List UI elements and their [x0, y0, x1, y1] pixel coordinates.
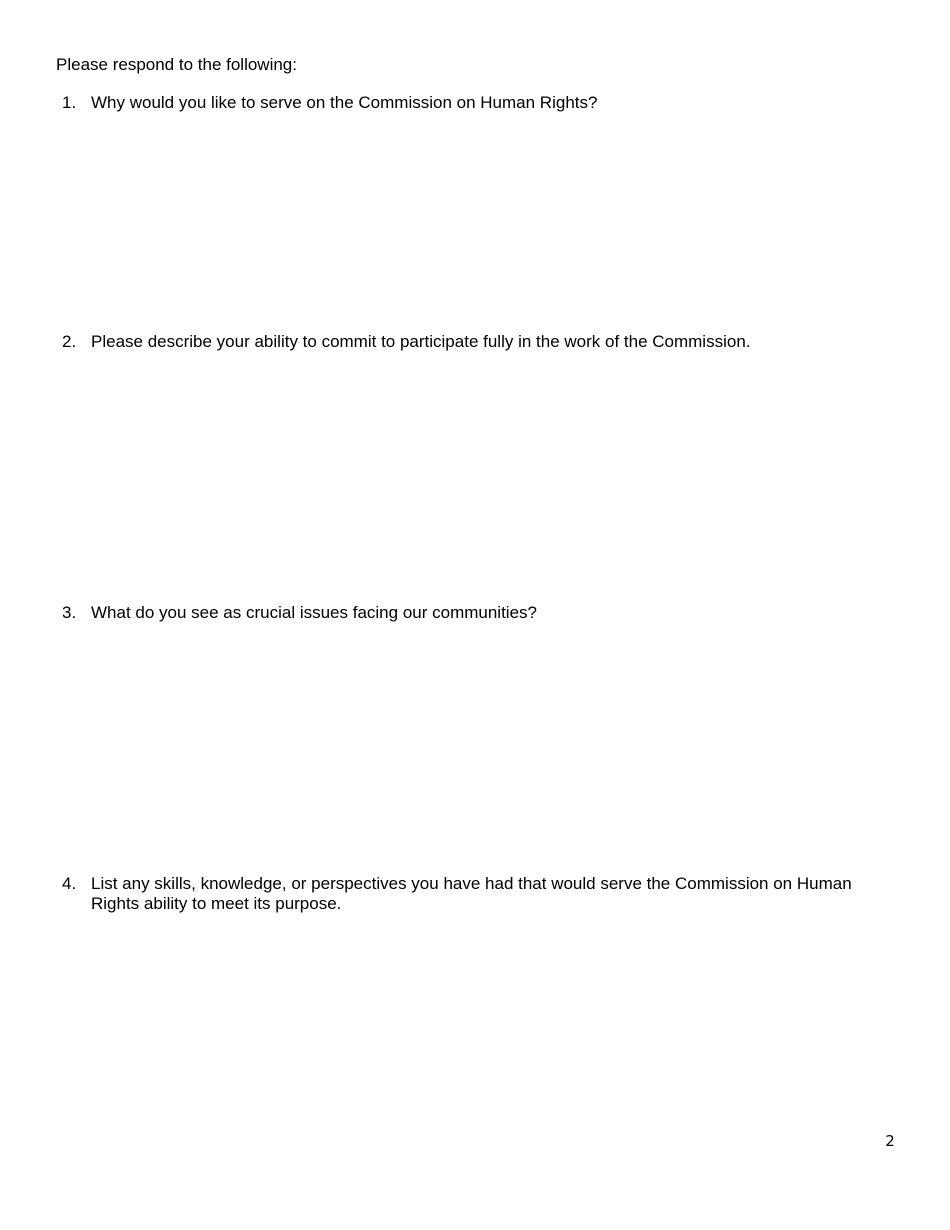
question-4 [62, 874, 882, 914]
intro-text: Please respond to the following: [56, 55, 297, 74]
question-number: 3. [62, 603, 77, 622]
question-number: 1. [62, 93, 77, 112]
page-number: 2 [885, 1132, 895, 1150]
question-number: 2. [62, 332, 77, 351]
question-text: What do you see as crucial issues facing our communities? [91, 603, 537, 622]
question-3 [62, 603, 882, 623]
question-2 [62, 332, 882, 352]
question-text: List any skills, knowledge, or perspectives you have had that would serve the Commission on Human Rights ability to meet its purpose. [91, 874, 852, 913]
question-1 [62, 93, 882, 113]
question-number: 4. [62, 874, 77, 893]
question-text: Please describe your ability to commit to participate fully in the work of the Commission. [91, 332, 751, 351]
question-text: Why would you like to serve on the Commission on Human Rights? [91, 93, 598, 112]
